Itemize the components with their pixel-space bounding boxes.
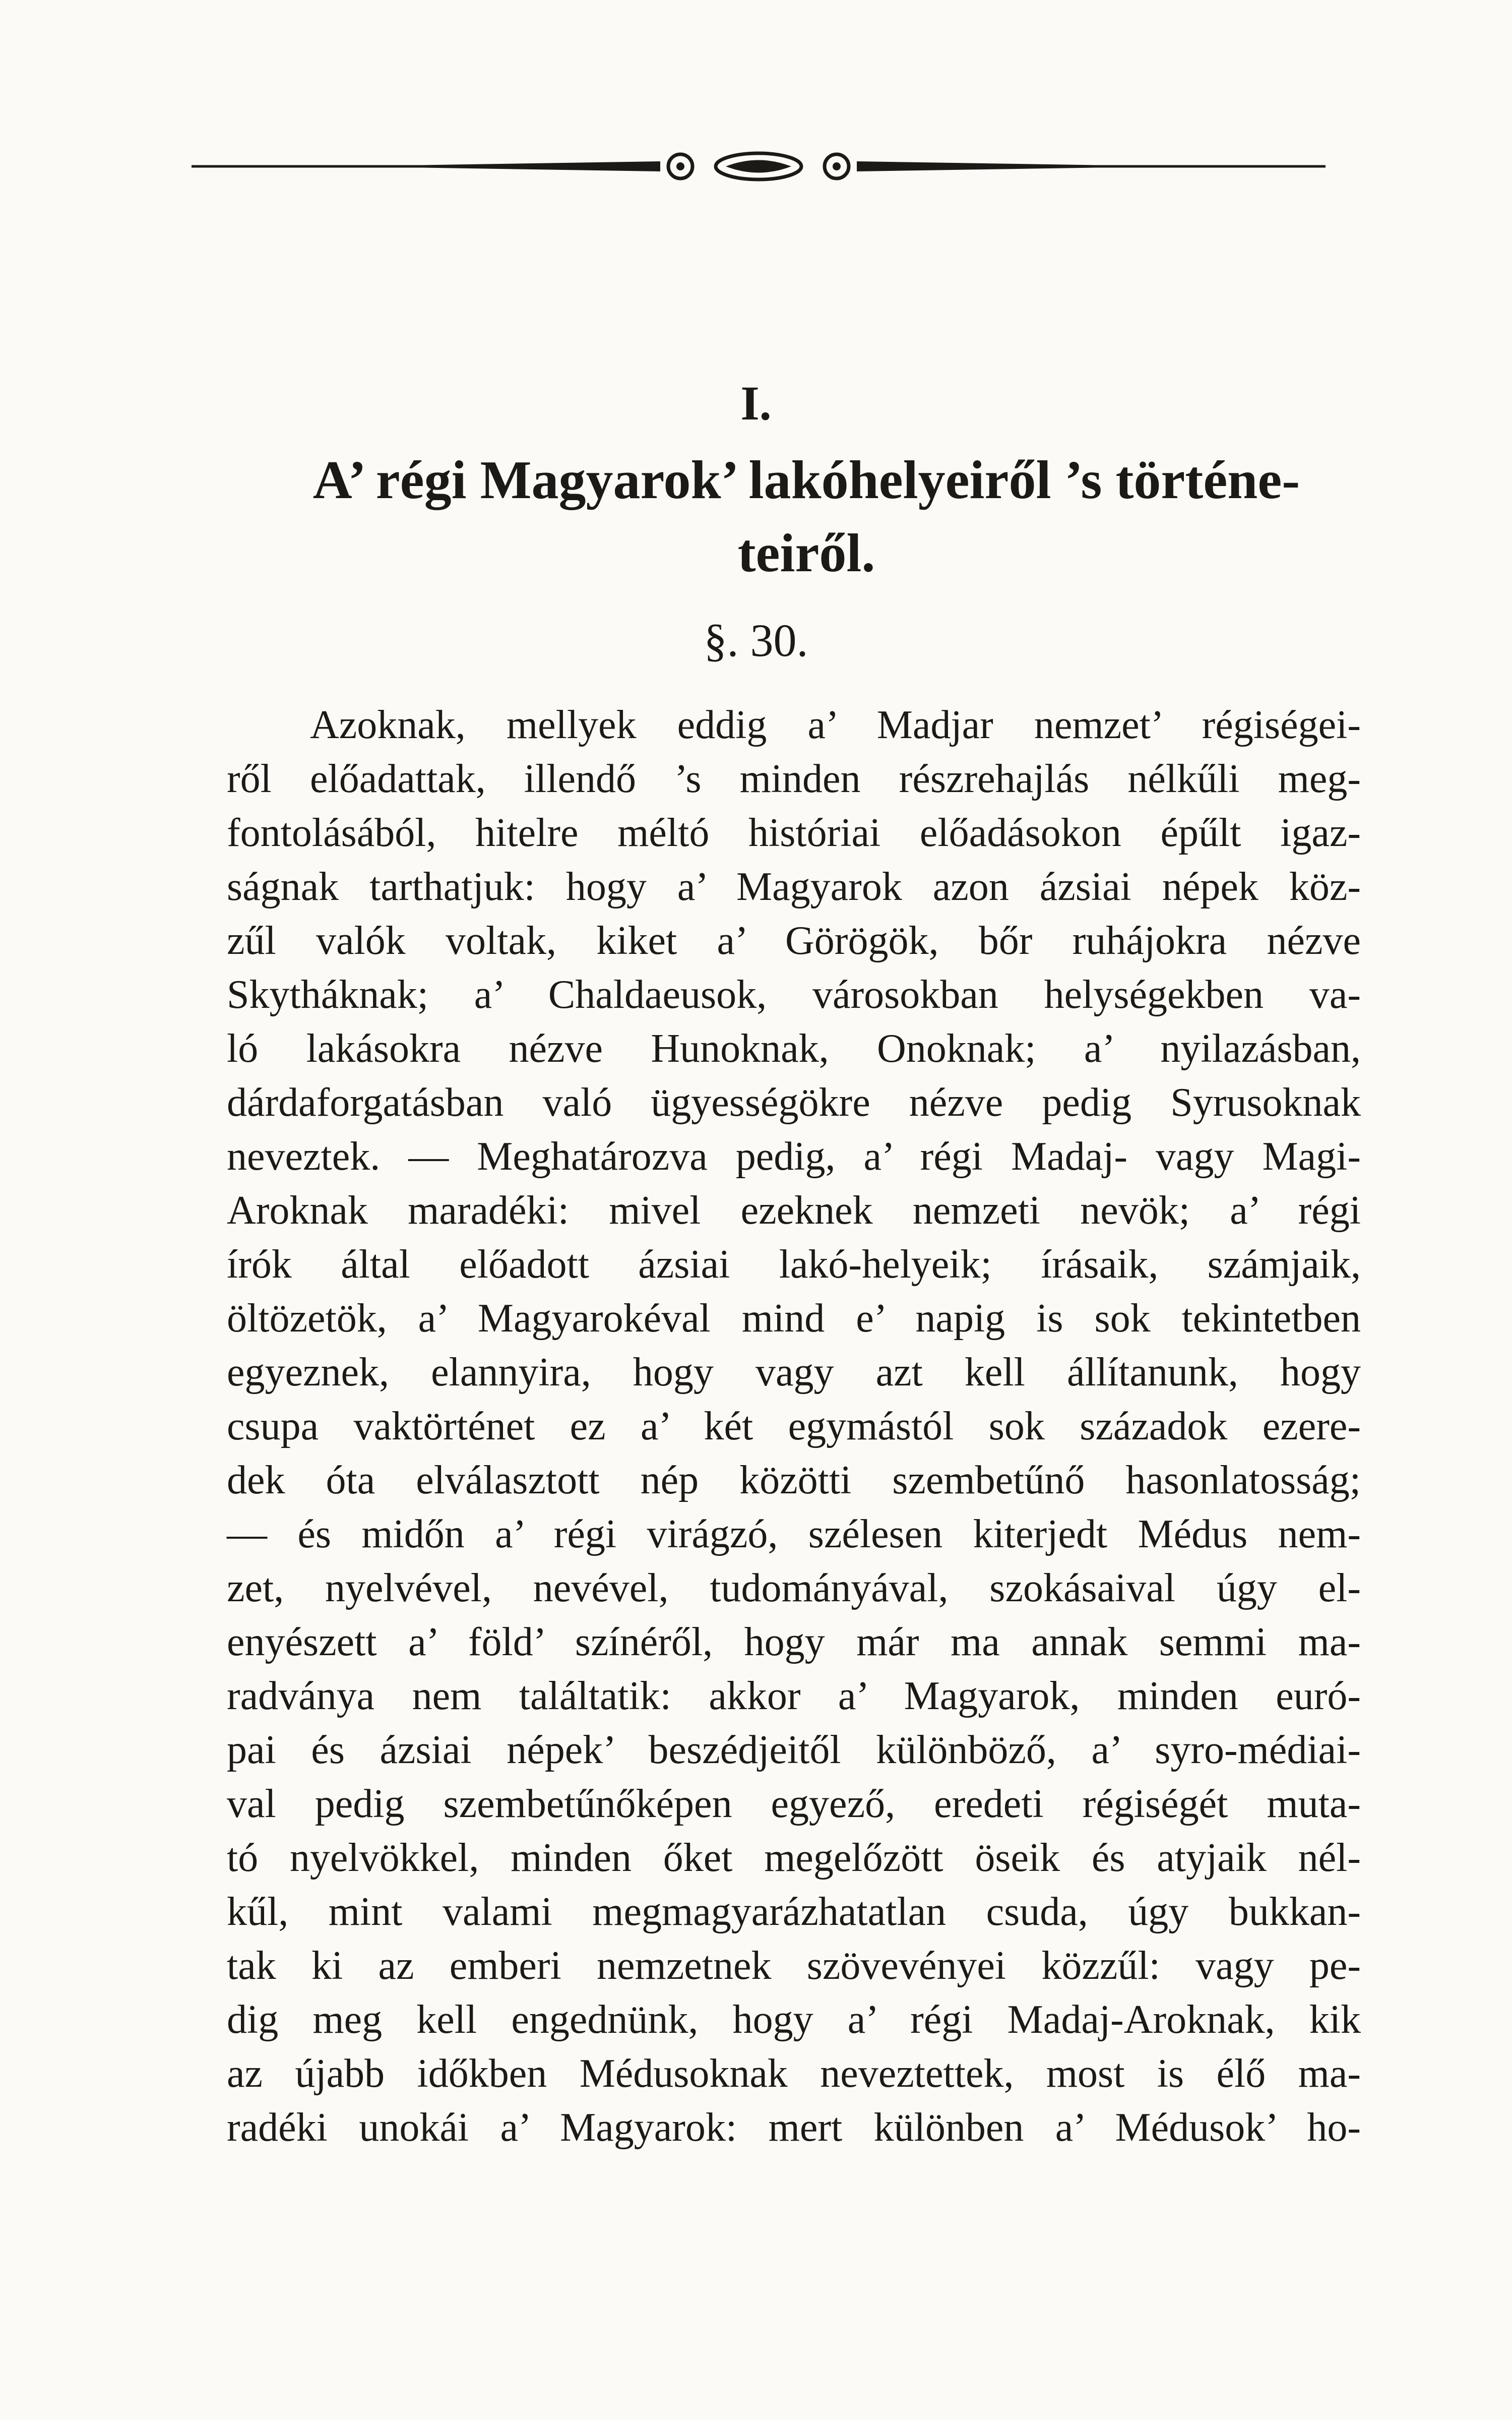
ornament-divider — [192, 151, 1326, 182]
text-line: — és midőn a’ régi virágzó, szélesen kiterjedt Médus nem- — [227, 1512, 1361, 1556]
text-line: neveztek. — Meghatározva pedig, a’ régi Madaj- vagy Magi- — [227, 1134, 1361, 1179]
text-line: az újabb időkben Médusoknak neveztettek, most is élő ma- — [227, 2051, 1361, 2096]
text-line: val pedig szembetűnőképen egyező, eredeti régiségét muta- — [227, 1782, 1361, 1826]
chapter-title — [212, 444, 1401, 590]
section-mark: §. 30. — [704, 615, 808, 666]
text-line: zet, nyelvével, nevével, tudományával, szokásaival úgy el- — [227, 1566, 1361, 1610]
text-line: Aroknak maradéki: mivel ezeknek nemzeti nevök; a’ régi — [227, 1188, 1361, 1233]
chapter-number: I. — [740, 376, 772, 430]
chapter-title-line: A’ régi Magyarok’ lakóhelyeiről ’s történe- — [312, 450, 1300, 510]
text-line: fontolásából, hitelre méltó históriai előadásokon épűlt igaz- — [227, 811, 1361, 855]
text-line: egyeznek, elannyira, hogy vagy azt kell állítanunk, hogy — [227, 1350, 1361, 1395]
text-line: írók által előadott ázsiai lakó-helyeik; írásaik, számjaik, — [227, 1242, 1361, 1287]
text-line: tó nyelvökkel, minden őket megelőzött öseik és atyjaik nél- — [227, 1836, 1361, 1880]
text-line: ló lakásokra nézve Hunoknak, Onoknak; a’ nyilazásban, — [227, 1026, 1361, 1071]
text-line: zűl valók voltak, kiket a’ Görögök, bőr ruhájokra nézve — [227, 919, 1361, 963]
chapter-title-line: teiről. — [737, 523, 875, 583]
text-line: pai és ázsiai népek’ beszédjeitől különböző, a’ syro-médiai- — [227, 1728, 1361, 1772]
text-line: kűl, mint valami megmagyarázhatatlan csuda, úgy bukkan- — [227, 1890, 1361, 1934]
text-line: radványa nem találtatik: akkor a’ Magyarok, minden euró- — [227, 1674, 1361, 1718]
text-line: dek óta elválasztott nép közötti szembetűnő hasonlatosság; — [227, 1458, 1361, 1502]
text-line: tak ki az emberi nemzetnek szövevényei közzűl: vagy pe- — [227, 1944, 1361, 1988]
text-line: öltözetök, a’ Magyarokéval mind e’ napig is sok tekintetben — [227, 1296, 1361, 1341]
text-line: radéki unokái a’ Magyarok: mert különben a’ Médusok’ ho- — [227, 2105, 1361, 2150]
text-line: dig meg kell engednünk, hogy a’ régi Madaj-Aroknak, kik — [227, 1998, 1361, 2042]
text-line: enyészett a’ föld’ színéről, hogy már ma annak semmi ma- — [227, 1620, 1361, 1664]
text-line: ről előadattak, illendő ’s minden részrehajlás nélkűli meg- — [227, 757, 1361, 801]
text-line: ságnak tarthatjuk: hogy a’ Magyarok azon ázsiai népek köz- — [227, 865, 1361, 909]
text-line: Azoknak, mellyek eddig a’ Madjar nemzet’ régiségei- — [310, 703, 1361, 747]
text-line: Skytháknak; a’ Chaldaeusok, városokban helységekben va- — [227, 973, 1361, 1017]
text-line: dárdaforgatásban való ügyességökre nézve pedig Syrusoknak — [227, 1080, 1361, 1125]
body-text — [227, 698, 1361, 2155]
text-line: csupa vaktörténet ez a’ két egymástól sok századok ezere- — [227, 1404, 1361, 1448]
